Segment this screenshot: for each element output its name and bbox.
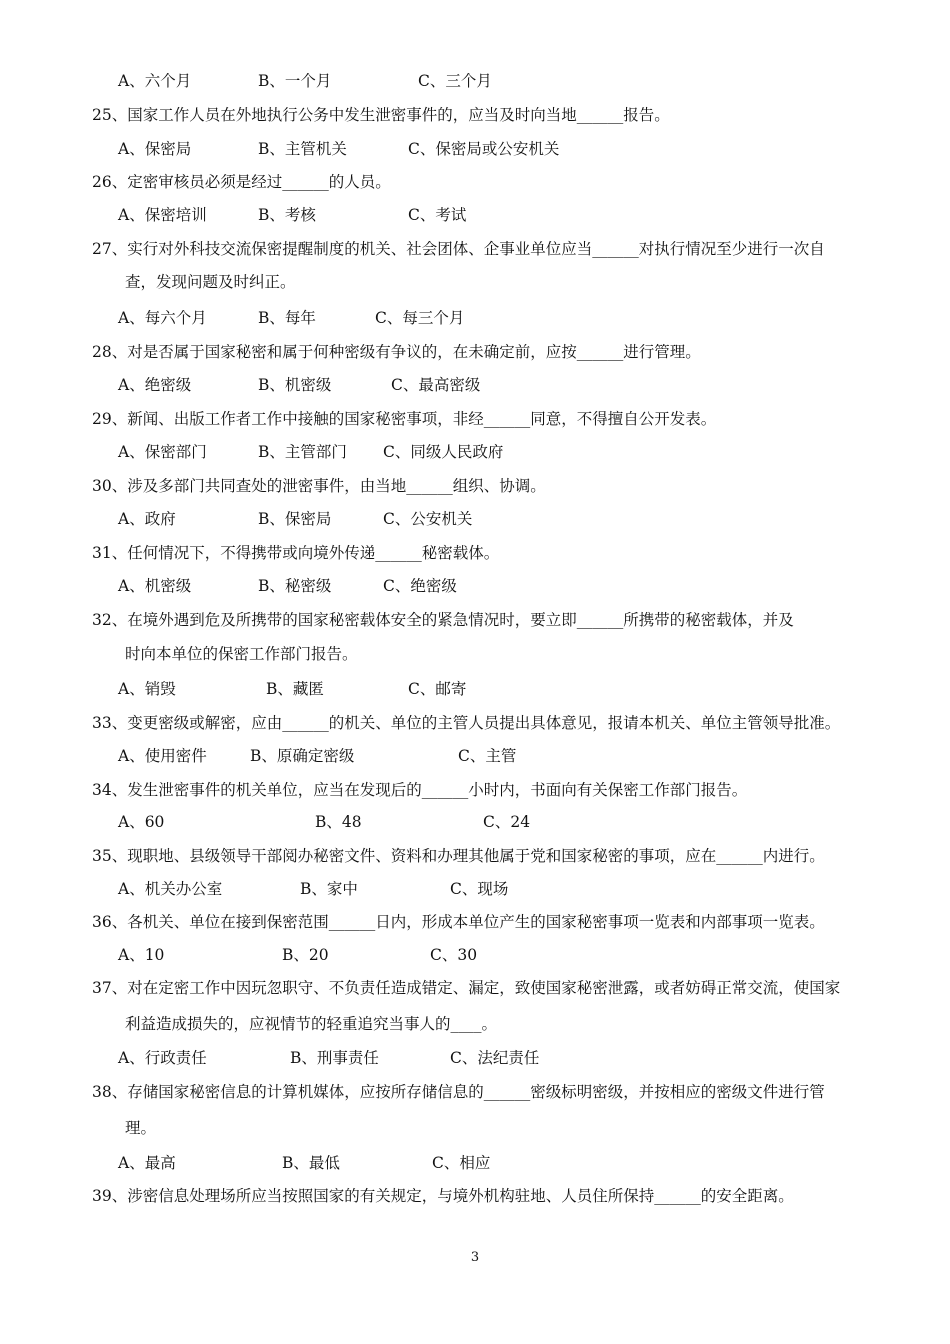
question-text: 27、实行对外科技交流保密提醒制度的机关、社会团体、企事业单位应当______对执行情况至少进行一次自 — [92, 240, 825, 258]
question-text: 38、存储国家秘密信息的计算机媒体，应按所存储信息的______密级标明密级，并按相应的密级文件进行管 — [92, 1083, 825, 1101]
answer-option: A、销毁 — [118, 680, 176, 698]
answer-option: A、政府 — [118, 510, 176, 528]
answer-option: B、20 — [282, 946, 329, 964]
answer-option: A、保密局 — [118, 140, 192, 158]
answer-option: B、考核 — [258, 206, 316, 224]
answer-option: A、最高 — [118, 1154, 176, 1172]
answer-option: A、六个月 — [118, 72, 192, 90]
answer-option: B、家中 — [300, 880, 358, 898]
answer-option: C、法纪责任 — [450, 1049, 540, 1067]
answer-option: C、相应 — [432, 1154, 491, 1172]
answer-option: C、最高密级 — [391, 376, 481, 394]
answer-option: B、藏匿 — [266, 680, 324, 698]
answer-option: C、现场 — [450, 880, 509, 898]
answer-option: B、最低 — [282, 1154, 340, 1172]
answer-option: B、48 — [315, 813, 362, 831]
question-continuation: 利益造成损失的，应视情节的轻重追究当事人的____。 — [125, 1015, 498, 1033]
question-text: 28、对是否属于国家秘密和属于何种密级有争议的，在未确定前，应按______进行管理。 — [92, 343, 701, 361]
question-text: 32、在境外遇到危及所携带的国家秘密载体安全的紧急情况时，要立即______所携带的秘密载体，并及 — [92, 611, 794, 629]
answer-option: C、三个月 — [418, 72, 492, 90]
answer-option: C、30 — [430, 946, 478, 964]
question-text: 26、定密审核员必须是经过______的人员。 — [92, 173, 391, 191]
answer-option: B、保密局 — [258, 510, 332, 528]
answer-option: B、每年 — [258, 309, 316, 327]
answer-option: B、主管机关 — [258, 140, 347, 158]
question-continuation: 理。 — [125, 1119, 157, 1137]
question-text: 31、任何情况下，不得携带或向境外传递______秘密载体。 — [92, 544, 500, 562]
answer-option: C、同级人民政府 — [383, 443, 504, 461]
question-text: 39、涉密信息处理场所应当按照国家的有关规定，与境外机构驻地、人员住所保持______的安全距离。 — [92, 1187, 794, 1205]
answer-option: A、机密级 — [118, 577, 192, 595]
answer-option: B、刑事责任 — [290, 1049, 379, 1067]
answer-option: A、使用密件 — [118, 747, 207, 765]
answer-option: A、保密培训 — [118, 206, 207, 224]
answer-option: A、保密部门 — [118, 443, 207, 461]
answer-option: C、24 — [483, 813, 531, 831]
answer-option: A、每六个月 — [118, 309, 207, 327]
answer-option: C、保密局或公安机关 — [408, 140, 560, 158]
question-text: 34、发生泄密事件的机关单位，应当在发现后的______小时内，书面向有关保密工作部门报告。 — [92, 781, 748, 799]
answer-option: B、秘密级 — [258, 577, 332, 595]
question-continuation: 查，发现问题及时纠正。 — [125, 273, 296, 291]
answer-option: A、60 — [118, 813, 165, 831]
question-text: 33、变更密级或解密，应由______的机关、单位的主管人员提出具体意见，报请本机关、单位主管领导批准。 — [92, 714, 841, 732]
answer-option: B、机密级 — [258, 376, 332, 394]
question-text: 29、新闻、出版工作者工作中接触的国家秘密事项，非经______同意，不得擅自公开发表。 — [92, 410, 717, 428]
answer-option: A、机关办公室 — [118, 880, 223, 898]
answer-option: B、原确定密级 — [250, 747, 355, 765]
answer-option: B、主管部门 — [258, 443, 347, 461]
question-text: 35、现职地、县级领导干部阅办秘密文件、资料和办理其他属于党和国家秘密的事项，应在______内进行。 — [92, 847, 825, 865]
answer-option: C、主管 — [458, 747, 517, 765]
answer-option: A、行政责任 — [118, 1049, 207, 1067]
answer-option: C、邮寄 — [408, 680, 467, 698]
question-continuation: 时向本单位的保密工作部门报告。 — [125, 645, 358, 663]
answer-option: B、一个月 — [258, 72, 332, 90]
answer-option: C、公安机关 — [383, 510, 473, 528]
question-text: 37、对在定密工作中因玩忽职守、不负责任造成错定、漏定，致使国家秘密泄露，或者妨碍正常交流，使国家 — [92, 979, 841, 997]
answer-option: C、每三个月 — [375, 309, 465, 327]
question-text: 36、各机关、单位在接到保密范围______日内，形成本单位产生的国家秘密事项一览表和内部事项一览表。 — [92, 913, 825, 931]
question-text: 30、涉及多部门共同查处的泄密事件，由当地______组织、协调。 — [92, 477, 546, 495]
answer-option: A、绝密级 — [118, 376, 192, 394]
answer-option: C、考试 — [408, 206, 467, 224]
question-text: 25、国家工作人员在外地执行公务中发生泄密事件的，应当及时向当地______报告。 — [92, 106, 670, 124]
answer-option: C、绝密级 — [383, 577, 457, 595]
page-number: 3 — [470, 1250, 480, 1265]
answer-option: A、10 — [118, 946, 165, 964]
